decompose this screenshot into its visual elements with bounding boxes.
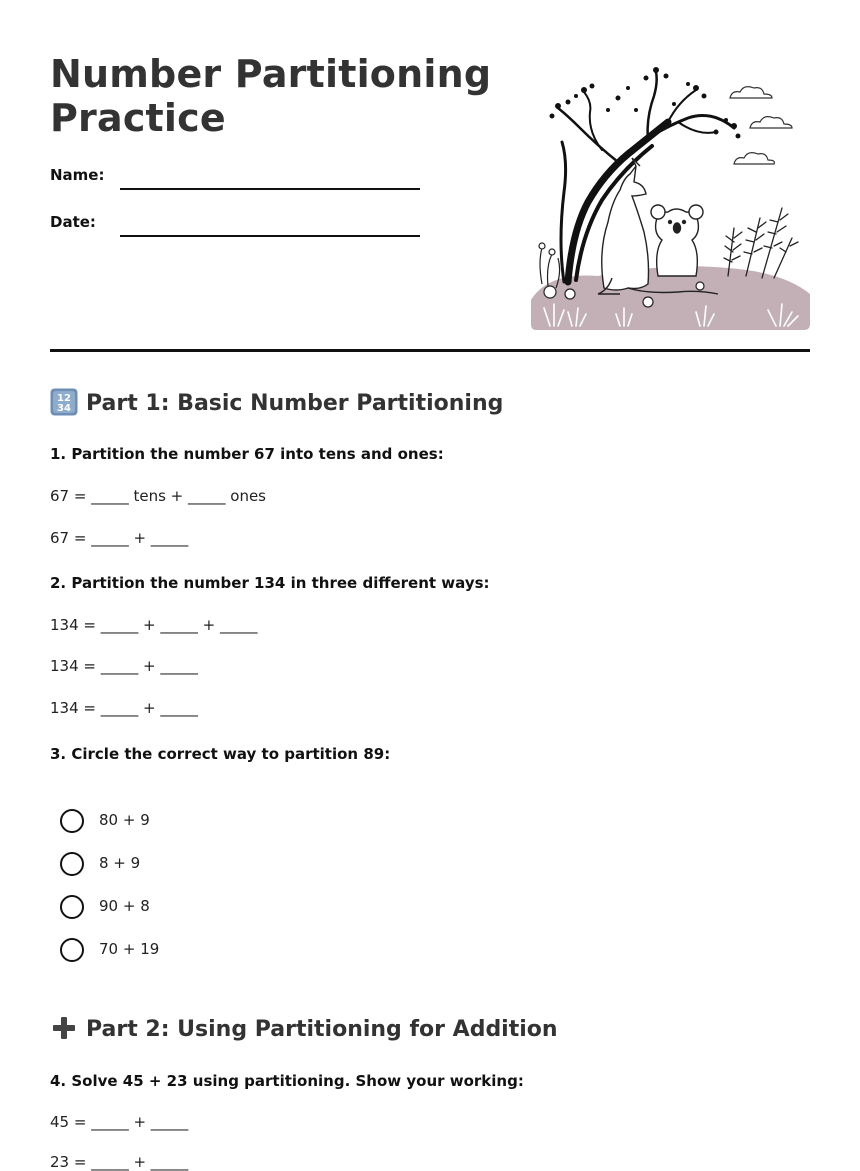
option-circle[interactable]	[60, 809, 84, 833]
part2-heading	[50, 1015, 558, 1045]
option-label: 80 + 9	[99, 811, 150, 829]
keycap-1234-icon	[50, 388, 78, 416]
svg-text:34: 34	[57, 403, 71, 414]
question-3-option[interactable]	[60, 938, 360, 964]
name-field[interactable]	[50, 162, 420, 192]
part2-title: Part 2: Using Partitioning for Addition	[86, 1017, 558, 1042]
question-1-line-2[interactable]: 67 = _____ + _____	[50, 529, 189, 547]
question-2-line-3[interactable]: 134 = _____ + _____	[50, 699, 198, 717]
date-label: Date:	[50, 213, 96, 231]
question-3-option[interactable]	[60, 895, 360, 921]
option-label: 70 + 19	[99, 940, 160, 958]
question-3-option[interactable]	[60, 852, 360, 878]
header-divider	[50, 349, 810, 352]
option-label: 90 + 8	[99, 897, 150, 915]
part1-title: Part 1: Basic Number Partitioning	[86, 391, 504, 416]
question-4-line-1[interactable]: 45 = _____ + _____	[50, 1113, 189, 1131]
question-2-line-1[interactable]: 134 = _____ + _____ + _____	[50, 616, 258, 634]
question-1-title: 1. Partition the number 67 into tens and ones:	[50, 445, 444, 463]
worksheet-title	[50, 52, 510, 140]
option-label: 8 + 9	[99, 854, 141, 872]
question-3-title: 3. Circle the correct way to partition 89:	[50, 745, 391, 763]
option-circle[interactable]	[60, 852, 84, 876]
worksheet-page	[50, 0, 810, 1171]
svg-text:12: 12	[57, 393, 71, 404]
question-4-line-2[interactable]: 23 = _____ + _____	[50, 1153, 189, 1171]
date-line[interactable]	[120, 235, 420, 237]
title-line-1: Number Partitioning	[50, 52, 492, 96]
name-line[interactable]	[120, 188, 420, 190]
question-1-line-1[interactable]: 67 = _____ tens + _____ ones	[50, 487, 266, 505]
question-3-option[interactable]	[60, 809, 360, 835]
title-line-2: Practice	[50, 96, 226, 140]
question-2-title: 2. Partition the number 134 in three different ways:	[50, 574, 490, 592]
name-label: Name:	[50, 166, 105, 184]
kangaroo-koala-tree-illustration	[528, 62, 812, 334]
date-field[interactable]	[50, 209, 420, 239]
question-4-title: 4. Solve 45 + 23 using partitioning. Show your working:	[50, 1072, 524, 1090]
question-2-line-2[interactable]: 134 = _____ + _____	[50, 657, 198, 675]
heavy-plus-icon	[50, 1014, 78, 1042]
part1-heading	[50, 389, 503, 419]
option-circle[interactable]	[60, 895, 84, 919]
option-circle[interactable]	[60, 938, 84, 962]
